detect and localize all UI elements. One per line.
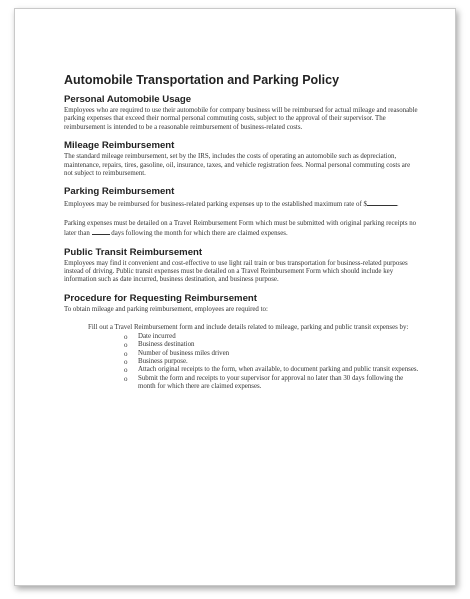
list-item: o Submit the form and receipts to your supervisor for approval no later than 30 days following the month for which there are claimed expenses. xyxy=(124,374,404,391)
procedure-step-block xyxy=(88,324,420,391)
bullet-icon: o xyxy=(124,366,128,375)
bullet-icon: o xyxy=(124,341,128,350)
section-heading-personal: Personal Automobile Usage xyxy=(64,94,192,105)
list-item: o Business purpose. xyxy=(124,357,188,366)
bullet-icon: o xyxy=(124,357,128,366)
section-text-mileage: The standard mileage reimbursement, set by the IRS, includes the costs of operating an automobile such as depreciation, maintenance, repairs, tires, gasoline, oil, insurance, taxes, and vehicle registration fees. Normal personal commuting costs are not subject to reimbursement. xyxy=(64,153,411,178)
section-text-parking-form xyxy=(64,220,420,239)
document-title: Automobile Transportation and Parking Policy xyxy=(64,73,340,87)
list-item: o Business destination xyxy=(124,341,195,350)
section-text-transit: Employees may find it convenient and cost-effective to use light rail train or bus transportation for business-related purposes instead of driving. Public transit expenses must be detailed on a Travel Reimbursement Form which should include key information such as date incurred, business destination, and business purpose. xyxy=(64,259,408,284)
parking-rate-text: Employees may be reimbursed for business-related parking expenses up to the established maximum rate of $ xyxy=(64,201,367,209)
document-page xyxy=(14,8,456,586)
section-heading-mileage: Mileage Reimbursement xyxy=(64,140,175,152)
parking-form-text: Parking expenses must be detailed on a Travel Reimbursement Form which must be submitted with original parking receipts no later than xyxy=(64,219,417,238)
section-text-personal: Employees who are required to use their automobile for company business will be reimbursed for actual mileage and reasonable parking expenses that exceed their normal personal commuting costs, subject to the approval of their supervisor. The reimbursement is intended to be a reasonable reimbursement of business-related costs. xyxy=(64,107,418,131)
bullet-icon: o xyxy=(124,349,128,358)
section-heading-parking: Parking Reimbursement xyxy=(64,186,175,198)
procedure-step: Fill out a Travel Reimbursement form and include details related to mileage, parking and public transit expenses by: xyxy=(88,324,409,332)
parking-form-end: days following the month for which there are claimed expenses. xyxy=(109,230,288,238)
section-heading-transit: Public Transit Reimbursement xyxy=(64,246,203,258)
bullet-icon: o xyxy=(124,332,128,341)
procedure-intro: To obtain mileage and parking reimbursement, employees are required to: xyxy=(64,305,268,313)
bullet-icon: o xyxy=(124,374,128,383)
list-item: o Attach original receipts to the form, when available, to document parking and public transit expenses. xyxy=(124,366,419,375)
parking-days-blank xyxy=(92,228,110,235)
parking-rate-blank xyxy=(367,199,399,209)
section-heading-procedure: Procedure for Requesting Reimbursement xyxy=(64,292,257,304)
parking-rate-end: . xyxy=(396,201,399,209)
procedure-bullet-list xyxy=(122,333,420,392)
list-item: o Number of business miles driven xyxy=(124,349,230,358)
document-content xyxy=(64,73,420,392)
section-text-parking-rate xyxy=(64,199,420,209)
list-item: o Date incurred xyxy=(124,332,176,341)
